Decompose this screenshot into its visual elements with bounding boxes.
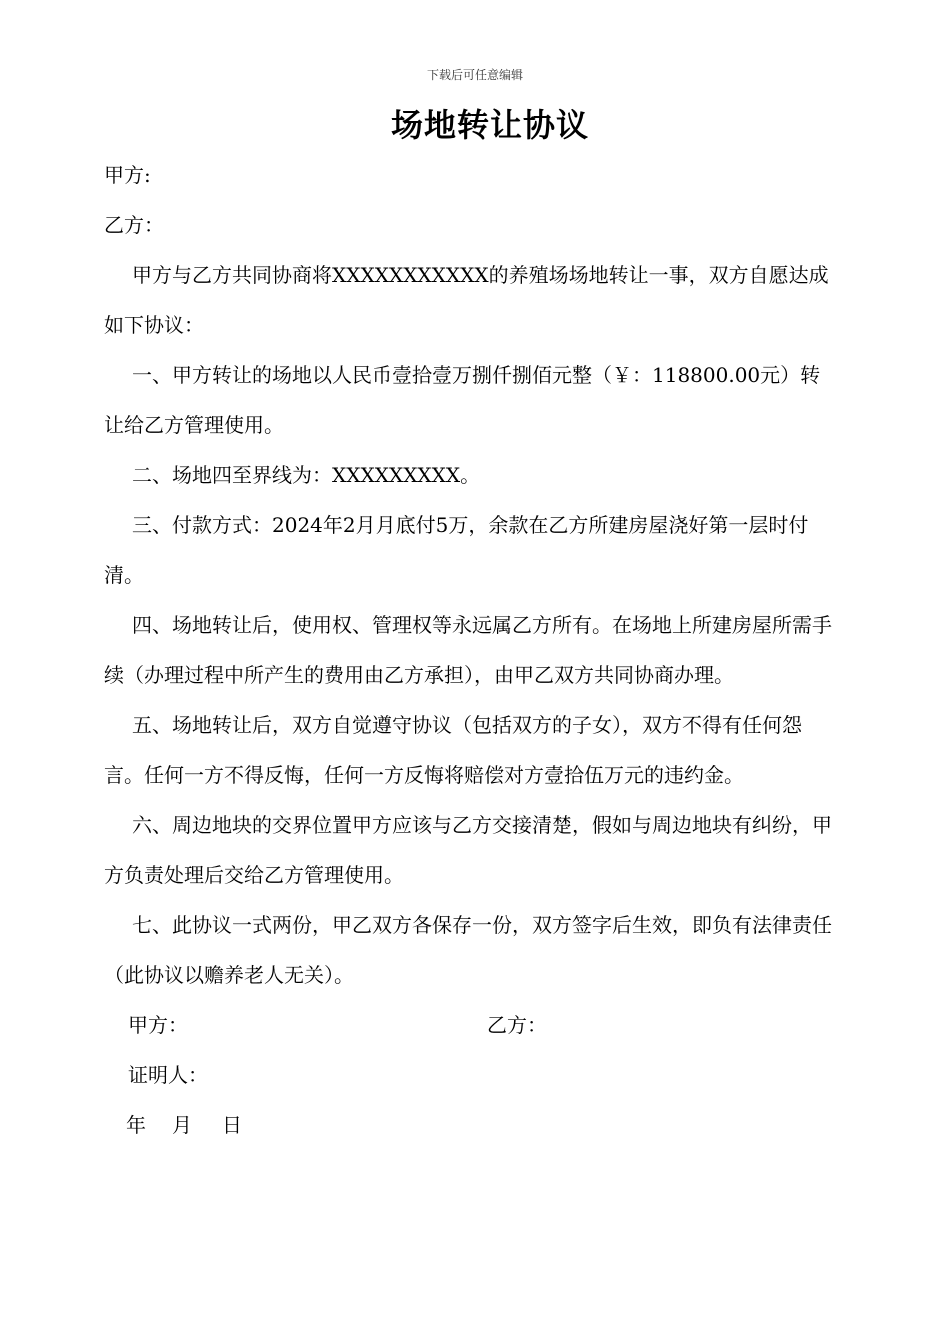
clause-2: 二、场地四至界线为：XXXXXXXXX。 <box>132 463 481 487</box>
party-a-label: 甲方: <box>104 163 151 187</box>
party-b-label: 乙方： <box>104 213 164 237</box>
document-body <box>104 150 838 1150</box>
witness-label: 证明人： <box>128 1063 208 1087</box>
clause-5: 五、场地转让后，双方自觉遵守协议（包括双方的子女），双方不得有任何怨言。任何一方不得反悔，任何一方反悔将赔偿对方壹拾伍万元的违约金。 <box>104 713 802 787</box>
date-year-label: 年 <box>126 1113 146 1137</box>
signature-row <box>104 1000 838 1050</box>
header-note: 下载后可任意编辑 <box>426 68 523 82</box>
clause-1: 一、甲方转让的场地以人民币壹拾壹万捌仟捌佰元整（￥：118800.00元）转让给乙方管理使用。 <box>104 363 821 437</box>
party-b-signature-label: 乙方： <box>487 1013 547 1037</box>
clause-4: 四、场地转让后，使用权、管理权等永远属乙方所有。在场地上所建房屋所需手续（办理过程中所产生的费用由乙方承担），由甲乙双方共同协商办理。 <box>104 613 832 687</box>
date-day-label: 日 <box>222 1113 242 1137</box>
date-row <box>104 1100 838 1150</box>
party-a-signature-label: 甲方： <box>128 1013 188 1037</box>
date-month-label: 月 <box>172 1113 192 1137</box>
clause-6: 六、周边地块的交界位置甲方应该与乙方交接清楚，假如与周边地块有纠纷，甲方负责处理后交给乙方管理使用。 <box>104 813 832 887</box>
clause-3: 三、付款方式：2024年2月月底付5万，余款在乙方所建房屋浇好第一层时付清。 <box>104 513 809 587</box>
clause-7: 七、此协议一式两份，甲乙双方各保存一份，双方签字后生效，即负有法律责任（此协议以赡养老人无关）。 <box>104 913 832 987</box>
intro-paragraph: 甲方与乙方共同协商将XXXXXXXXXXX的养殖场场地转让一事，双方自愿达成如下协议： <box>104 263 829 337</box>
document-title: 场地转让协议 <box>390 106 589 144</box>
